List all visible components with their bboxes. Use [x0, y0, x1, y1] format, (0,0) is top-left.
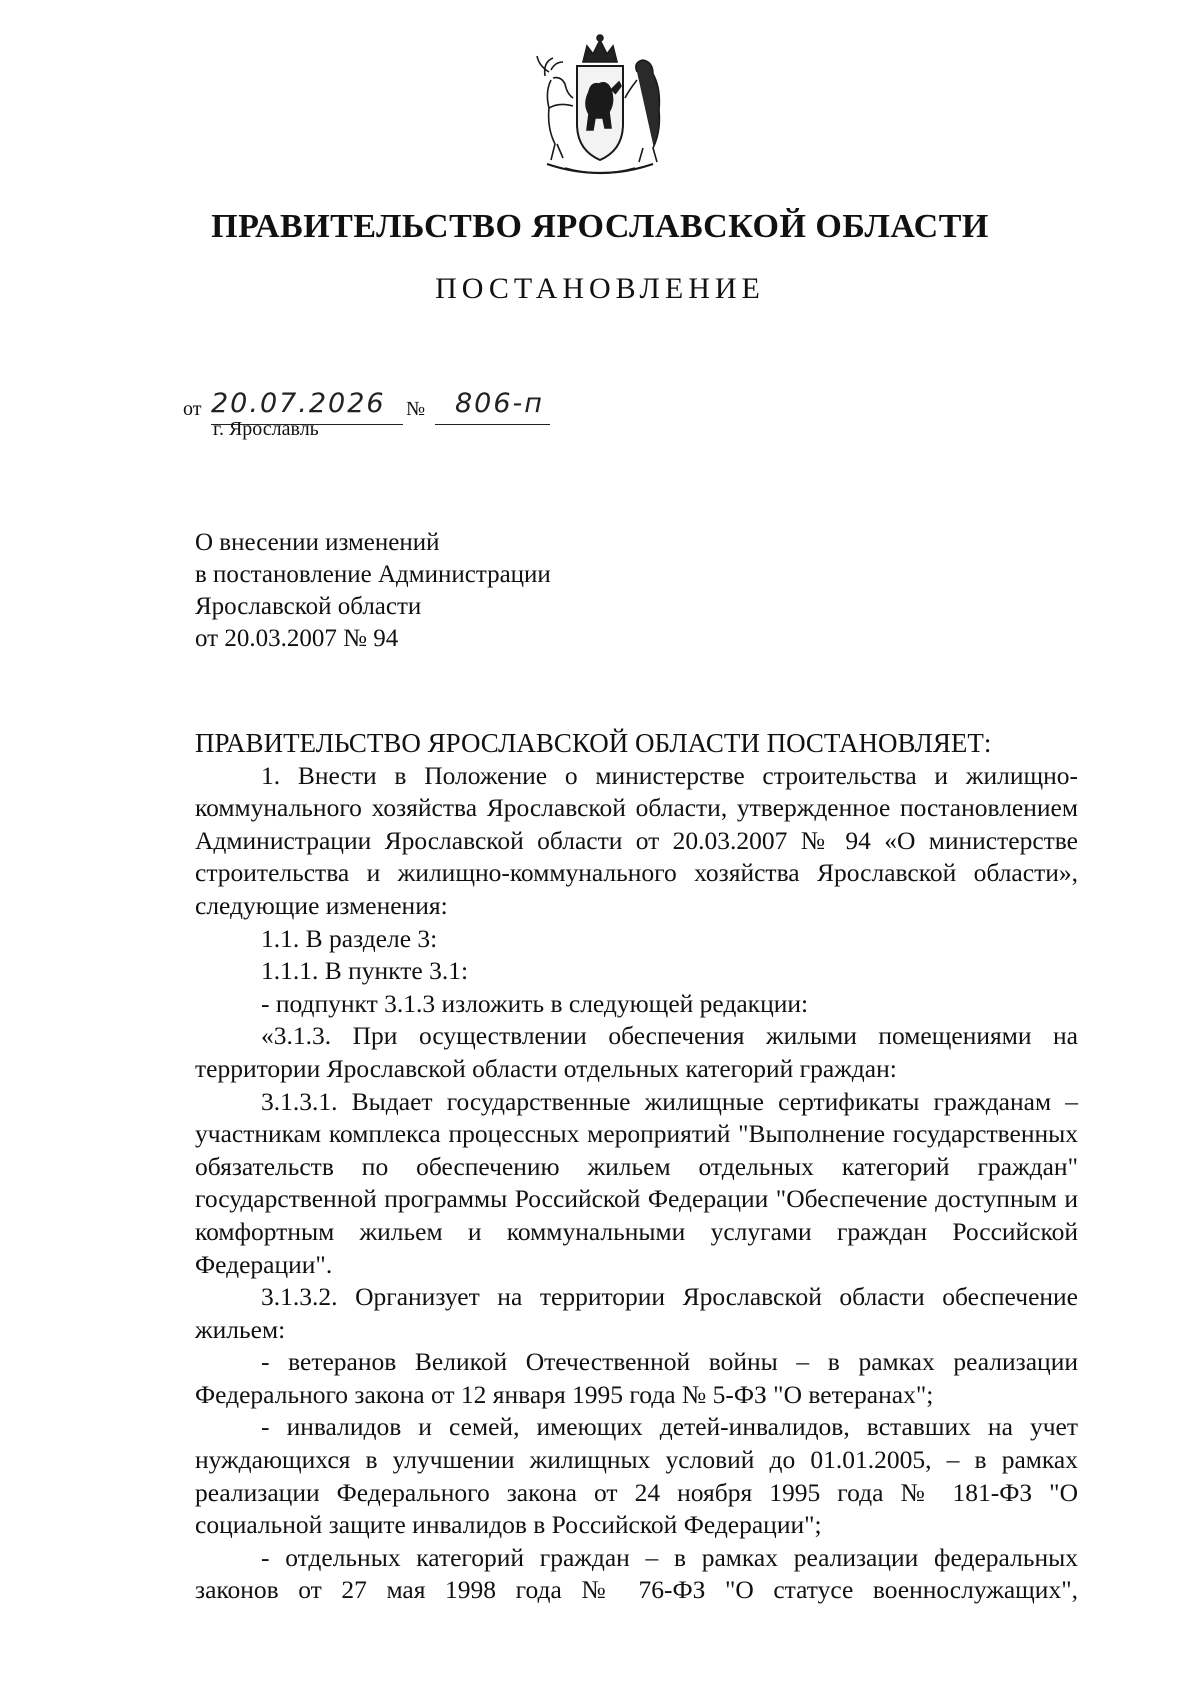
- document-type: ПОСТАНОВЛЕНИЕ: [435, 272, 765, 305]
- city-label: г. Ярославль: [213, 418, 319, 440]
- subject-line: в постановление Администрации: [195, 561, 551, 588]
- body-paragraph: - подпункт 3.1.3 изложить в следующей редакции:: [261, 988, 809, 1018]
- document-subject: [195, 527, 551, 655]
- body-paragraph: 3.1.3.1. Выдает государственные жилищные сертификаты гражданам – участникам комплекса процессных мероприятий "Выполнение государственных обязательств по обеспечению жильем отдельных категорий граждан" государственной программы Российской Федерации "Обеспечение доступным и комфортным жильем и коммунальными услугами граждан Российской Федерации".: [195, 1086, 1078, 1279]
- subject-line: Ярославской области: [195, 593, 422, 620]
- organization-title: ПРАВИТЕЛЬСТВО ЯРОСЛАВСКОЙ ОБЛАСТИ: [211, 208, 989, 245]
- body-paragraph: - отдельных категорий граждан – в рамках реализации федеральных законов от 27 мая 1998 года № 76-ФЗ "О статусе военнослужащих",: [195, 1542, 1078, 1605]
- handwritten-number: 806-п: [455, 388, 544, 419]
- decree-statement: ПРАВИТЕЛЬСТВО ЯРОСЛАВСКОЙ ОБЛАСТИ ПОСТАНОВЛЯЕТ:: [195, 728, 992, 758]
- subject-line: О внесении изменений: [195, 529, 440, 556]
- body-paragraph: - инвалидов и семей, имеющих детей-инвалидов, вставших на учет нуждающихся в улучшении жилищных условий до 01.01.2005, – в рамках реализации Федерального закона от 24 ноября 1995 года № 181-ФЗ "О социальной защите инвалидов в Российской Федерации";: [195, 1412, 1078, 1540]
- body-paragraph: 1. Внести в Положение о министерстве строительства и жилищно-коммунального хозяйства Ярославской области, утвержденное постановлением Администрации Ярославской области от 20.03.2007 № 94 «О министерстве строительства и жилищно-коммунального хозяйства Ярославской области», следующие изменения:: [195, 760, 1078, 920]
- body-paragraph: - ветеранов Великой Отечественной войны – в рамках реализации Федерального закона от 12 января 1995 года № 5-ФЗ "О ветеранах";: [195, 1347, 1078, 1409]
- body-paragraph: 1.1.1. В пункте 3.1:: [261, 956, 469, 986]
- date-prefix: от: [183, 398, 202, 420]
- coat-of-arms-emblem: [525, 32, 675, 182]
- subject-line: от 20.03.2007 № 94: [195, 625, 399, 652]
- document-body: [195, 727, 1078, 1607]
- body-paragraph: «3.1.3. При осуществлении обеспечения жилыми помещениями на территории Ярославской области отдельных категорий граждан:: [195, 1021, 1078, 1083]
- body-paragraph: 3.1.3.2. Организует на территории Ярославской области обеспечение жильем:: [195, 1282, 1078, 1344]
- number-underline: [435, 424, 550, 425]
- body-paragraph: 1.1. В разделе 3:: [261, 923, 438, 953]
- handwritten-date: 20.07.2026: [211, 388, 386, 419]
- number-prefix: №: [406, 398, 426, 420]
